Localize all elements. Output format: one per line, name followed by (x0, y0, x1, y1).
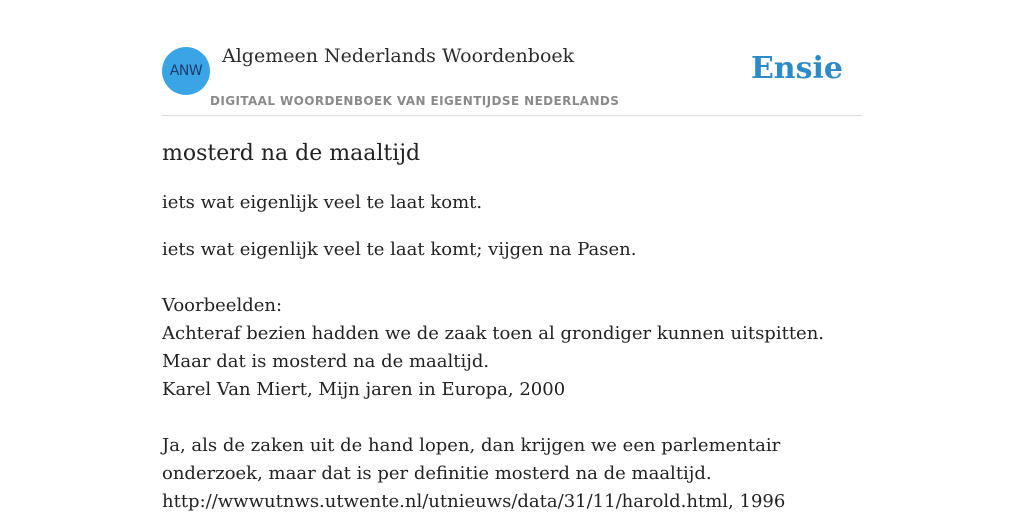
header-divider (162, 115, 862, 116)
example-item (162, 432, 874, 512)
source-title[interactable]: Algemeen Nederlands Woordenboek (222, 45, 575, 67)
anw-logo[interactable] (162, 47, 210, 95)
short-definition: iets wat eigenlijk veel te laat komt. (162, 192, 483, 213)
example-source: http://wwwutnws.utwente.nl/utnieuws/data/31/11/harold.html, 1996 (162, 491, 786, 512)
example-item (162, 320, 874, 404)
examples-label: Voorbeelden: (162, 295, 283, 316)
example-spacer (162, 404, 874, 432)
anw-logo-text: ANW (169, 63, 203, 79)
example-source: Karel Van Miert, Mijn jaren in Europa, 2000 (162, 379, 566, 400)
entry-term: mosterd na de maaltijd (162, 141, 421, 166)
example-text: Achteraf bezien hadden we de zaak toen al grondiger kunnen uitspitten. Maar dat is mosterd na de maaltijd. (162, 323, 825, 372)
long-definition: iets wat eigenlijk veel te laat komt; vijgen na Pasen. (162, 239, 637, 260)
example-text: Ja, als de zaken uit de hand lopen, dan krijgen we een parlementair onderzoek, maar dat is per definitie mosterd na de maaltijd. (162, 435, 781, 484)
entry-content (162, 138, 874, 512)
source-subtitle: DIGITAAL WOORDENBOEK VAN EIGENTIJDSE NEDERLANDS (210, 94, 620, 108)
ensie-logo-link[interactable]: Ensie (750, 51, 843, 86)
